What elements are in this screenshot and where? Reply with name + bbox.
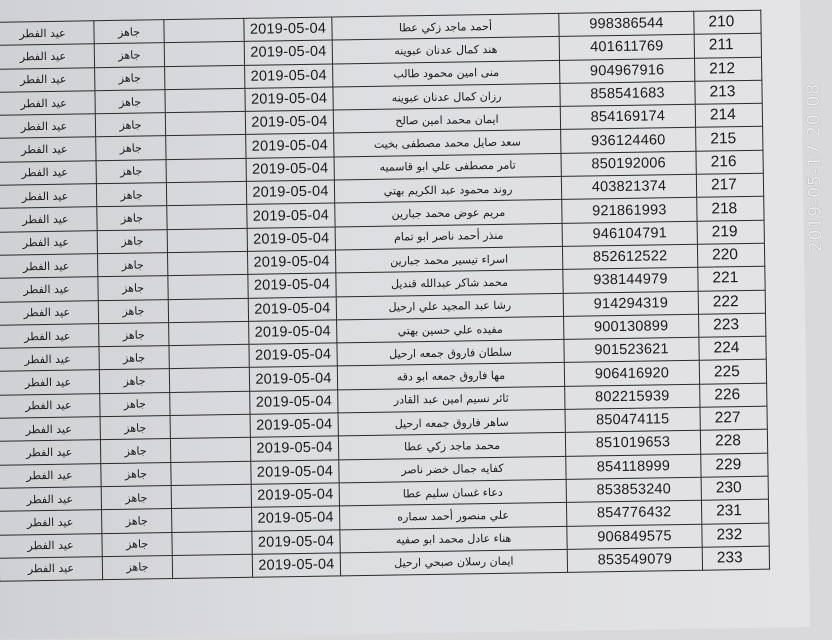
name-cell: اسراء تيسير محمد جبارين [335, 246, 562, 273]
status-cell: جاهز [99, 322, 169, 346]
date-cell: 2019-05-04 [246, 157, 334, 182]
date-cell: 2019-05-04 [252, 506, 340, 531]
id-number-cell: 858541683 [560, 81, 695, 106]
empty-cell [172, 508, 252, 533]
name-cell: أحمد ماجد زكي عطا [332, 13, 559, 40]
status-cell: جاهز [98, 276, 168, 300]
id-number-cell: 854169174 [560, 104, 695, 129]
occasion-cell: عيد الفطر [0, 510, 102, 535]
date-cell: 2019-05-04 [247, 250, 335, 275]
name-cell: علي منصور أحمد سماره [339, 503, 566, 530]
date-cell: 2019-05-04 [245, 110, 333, 135]
occasion-cell: عيد الفطر [0, 114, 96, 139]
id-number-cell: 853853240 [566, 477, 701, 502]
name-cell: دعاء غسان سليم عطا [339, 479, 566, 506]
name-cell: رزان كمال عدنان عبوينه [333, 83, 560, 110]
name-cell: ساهر فاروق جمعه ارحيل [338, 409, 565, 436]
status-cell: جاهز [101, 485, 171, 509]
name-cell: هناء عادل محمد ابو صفيه [340, 526, 567, 553]
empty-cell [166, 135, 246, 160]
occasion-cell: عيد الفطر [0, 207, 97, 232]
occasion-cell: عيد الفطر [0, 137, 96, 162]
date-cell: 2019-05-04 [252, 529, 340, 554]
occasion-cell: عيد الفطر [0, 21, 94, 46]
name-cell: سلطان فاروق جمعه ارحيل [337, 340, 564, 367]
empty-cell [167, 251, 247, 276]
date-cell: 2019-05-04 [246, 180, 334, 205]
row-number-cell: 231 [701, 499, 768, 523]
row-number-cell: 215 [696, 127, 763, 151]
row-number-cell: 224 [699, 336, 766, 360]
occasion-cell: عيد الفطر [0, 487, 102, 512]
row-number-cell: 217 [696, 173, 763, 197]
id-number-cell: 850474115 [565, 407, 700, 432]
row-number-cell: 233 [702, 546, 769, 570]
row-number-cell: 221 [698, 266, 765, 290]
id-number-cell: 906849575 [567, 524, 702, 549]
occasion-cell: عيد الفطر [0, 44, 95, 69]
status-cell: جاهز [100, 392, 170, 416]
occasion-cell: عيد الفطر [0, 160, 96, 185]
empty-cell [164, 18, 244, 43]
id-number-cell: 906416920 [564, 361, 699, 386]
id-number-cell: 850192006 [561, 151, 696, 176]
empty-cell [166, 181, 246, 206]
row-number-cell: 223 [699, 313, 766, 337]
occasion-cell: عيد الفطر [0, 230, 97, 255]
date-cell: 2019-05-04 [247, 203, 335, 228]
status-cell: جاهز [102, 555, 172, 579]
row-number-cell: 222 [698, 290, 765, 314]
status-cell: جاهز [102, 509, 172, 533]
row-number-cell: 232 [702, 523, 769, 547]
empty-cell [172, 554, 252, 579]
occasion-cell: عيد الفطر [0, 463, 101, 488]
name-cell: مريم عوض محمد جبارين [335, 200, 562, 227]
id-number-cell: 853549079 [567, 547, 702, 572]
name-cell: مفيده علي حسين بهتي [337, 316, 564, 343]
name-cell: روند محمود عبد الكريم بهتي [334, 176, 561, 203]
name-cell: مها فاروق جمعه ابو دقه [337, 363, 564, 390]
occasion-cell: عيد الفطر [0, 370, 100, 395]
empty-cell [170, 414, 250, 439]
row-number-cell: 214 [695, 103, 762, 127]
date-cell: 2019-05-04 [245, 87, 333, 112]
status-cell: جاهز [100, 439, 170, 463]
occasion-cell: عيد الفطر [0, 184, 97, 209]
empty-cell [166, 158, 246, 183]
row-number-cell: 220 [697, 243, 764, 267]
date-cell: 2019-05-04 [250, 436, 338, 461]
occasion-cell: عيد الفطر [0, 556, 103, 581]
empty-cell [167, 228, 247, 253]
empty-cell [169, 368, 249, 393]
row-number-cell: 213 [695, 80, 762, 104]
empty-cell [168, 298, 248, 323]
photo-timestamp: 2019-05-17 20:08 [803, 82, 827, 253]
row-number-cell: 219 [697, 220, 764, 244]
date-cell: 2019-05-04 [244, 17, 332, 42]
row-number-cell: 230 [701, 476, 768, 500]
id-number-cell: 403821374 [561, 174, 696, 199]
name-cell: منذر أحمد ناصر ابو تمام [335, 223, 562, 250]
id-number-cell: 914294319 [563, 291, 698, 316]
empty-cell [165, 112, 245, 137]
id-number-cell: 946104791 [562, 221, 697, 246]
empty-cell [165, 88, 245, 113]
status-cell: جاهز [97, 229, 167, 253]
empty-cell [172, 531, 252, 556]
empty-cell [171, 484, 251, 509]
row-number-cell: 218 [697, 197, 764, 221]
empty-cell [169, 344, 249, 369]
name-cell: ثائر نسيم امين عبد القادر [338, 386, 565, 413]
date-cell: 2019-05-04 [251, 483, 339, 508]
date-cell: 2019-05-04 [249, 366, 337, 391]
name-cell: هند كمال عدنان عبوينه [332, 37, 559, 64]
date-cell: 2019-05-04 [248, 273, 336, 298]
occasion-cell: عيد الفطر [0, 277, 98, 302]
id-number-cell: 938144979 [563, 268, 698, 293]
status-cell: جاهز [94, 43, 164, 67]
status-cell: جاهز [100, 416, 170, 440]
date-cell: 2019-05-04 [250, 413, 338, 438]
name-cell: كفايه جمال خضر ناصر [339, 456, 566, 483]
empty-cell [170, 391, 250, 416]
status-cell: جاهز [96, 183, 166, 207]
occasion-cell: عيد الفطر [0, 393, 100, 418]
name-cell: محمد ماجد زكي عطا [338, 433, 565, 460]
date-cell: 2019-05-04 [251, 460, 339, 485]
records-table [0, 10, 770, 582]
date-cell: 2019-05-04 [247, 227, 335, 252]
empty-cell [164, 42, 244, 67]
occasion-cell: عيد الفطر [0, 347, 99, 372]
row-number-cell: 226 [700, 383, 767, 407]
id-number-cell: 998386544 [559, 11, 694, 36]
id-number-cell: 852612522 [562, 244, 697, 269]
id-number-cell: 802215939 [565, 384, 700, 409]
id-number-cell: 936124460 [561, 128, 696, 153]
occasion-cell: عيد الفطر [0, 417, 100, 442]
occasion-cell: عيد الفطر [0, 254, 98, 279]
id-number-cell: 900130899 [564, 314, 699, 339]
date-cell: 2019-05-04 [249, 343, 337, 368]
date-cell: 2019-05-04 [252, 553, 340, 578]
name-cell: محمد شاكر عبدالله قنديل [336, 270, 563, 297]
status-cell: جاهز [99, 346, 169, 370]
row-number-cell: 216 [696, 150, 763, 174]
empty-cell [171, 461, 251, 486]
id-number-cell: 904967916 [560, 58, 695, 83]
status-cell: جاهز [98, 299, 168, 323]
name-cell: تامر مصطفى علي ابو قاسميه [334, 153, 561, 180]
date-cell: 2019-05-04 [244, 40, 332, 65]
records-table-body [0, 10, 770, 581]
occasion-cell: عيد الفطر [0, 440, 101, 465]
status-cell: جاهز [97, 253, 167, 277]
occasion-cell: عيد الفطر [0, 324, 99, 349]
date-cell: 2019-05-04 [248, 297, 336, 322]
row-number-cell: 212 [694, 57, 761, 81]
name-cell: ايمان محمد امين صالح [333, 107, 560, 134]
status-cell: جاهز [97, 206, 167, 230]
empty-cell [165, 65, 245, 90]
date-cell: 2019-05-04 [245, 64, 333, 89]
id-number-cell: 401611769 [559, 35, 694, 60]
empty-cell [169, 321, 249, 346]
status-cell: جاهز [99, 369, 169, 393]
name-cell: منى امين محمود طالب [333, 60, 560, 87]
occasion-cell: عيد الفطر [0, 91, 95, 116]
occasion-cell: عيد الفطر [0, 67, 95, 92]
id-number-cell: 854776432 [566, 500, 701, 525]
status-cell: جاهز [96, 136, 166, 160]
id-number-cell: 854118999 [566, 454, 701, 479]
status-cell: جاهز [95, 66, 165, 90]
name-cell: ايمان رسلان صبحي ارحيل [340, 549, 567, 576]
name-cell: رشا عبد المجيد علي ارحيل [336, 293, 563, 320]
occasion-cell: عيد الفطر [0, 300, 99, 325]
status-cell: جاهز [102, 532, 172, 556]
empty-cell [170, 438, 250, 463]
row-number-cell: 229 [701, 453, 768, 477]
row-number-cell: 211 [694, 34, 761, 58]
date-cell: 2019-05-04 [246, 133, 334, 158]
id-number-cell: 851019653 [565, 431, 700, 456]
status-cell: جاهز [96, 159, 166, 183]
empty-cell [168, 275, 248, 300]
row-number-cell: 210 [694, 10, 761, 34]
id-number-cell: 921861993 [562, 198, 697, 223]
occasion-cell: عيد الفطر [0, 533, 102, 558]
status-cell: جاهز [94, 20, 164, 44]
id-number-cell: 901523621 [564, 337, 699, 362]
row-number-cell: 227 [700, 406, 767, 430]
status-cell: جاهز [101, 462, 171, 486]
date-cell: 2019-05-04 [250, 390, 338, 415]
empty-cell [167, 205, 247, 230]
name-cell: سعد صايل محمد مصطفى بخيت [334, 130, 561, 157]
status-cell: جاهز [95, 113, 165, 137]
row-number-cell: 225 [699, 360, 766, 384]
status-cell: جاهز [95, 89, 165, 113]
date-cell: 2019-05-04 [249, 320, 337, 345]
row-number-cell: 228 [700, 430, 767, 454]
